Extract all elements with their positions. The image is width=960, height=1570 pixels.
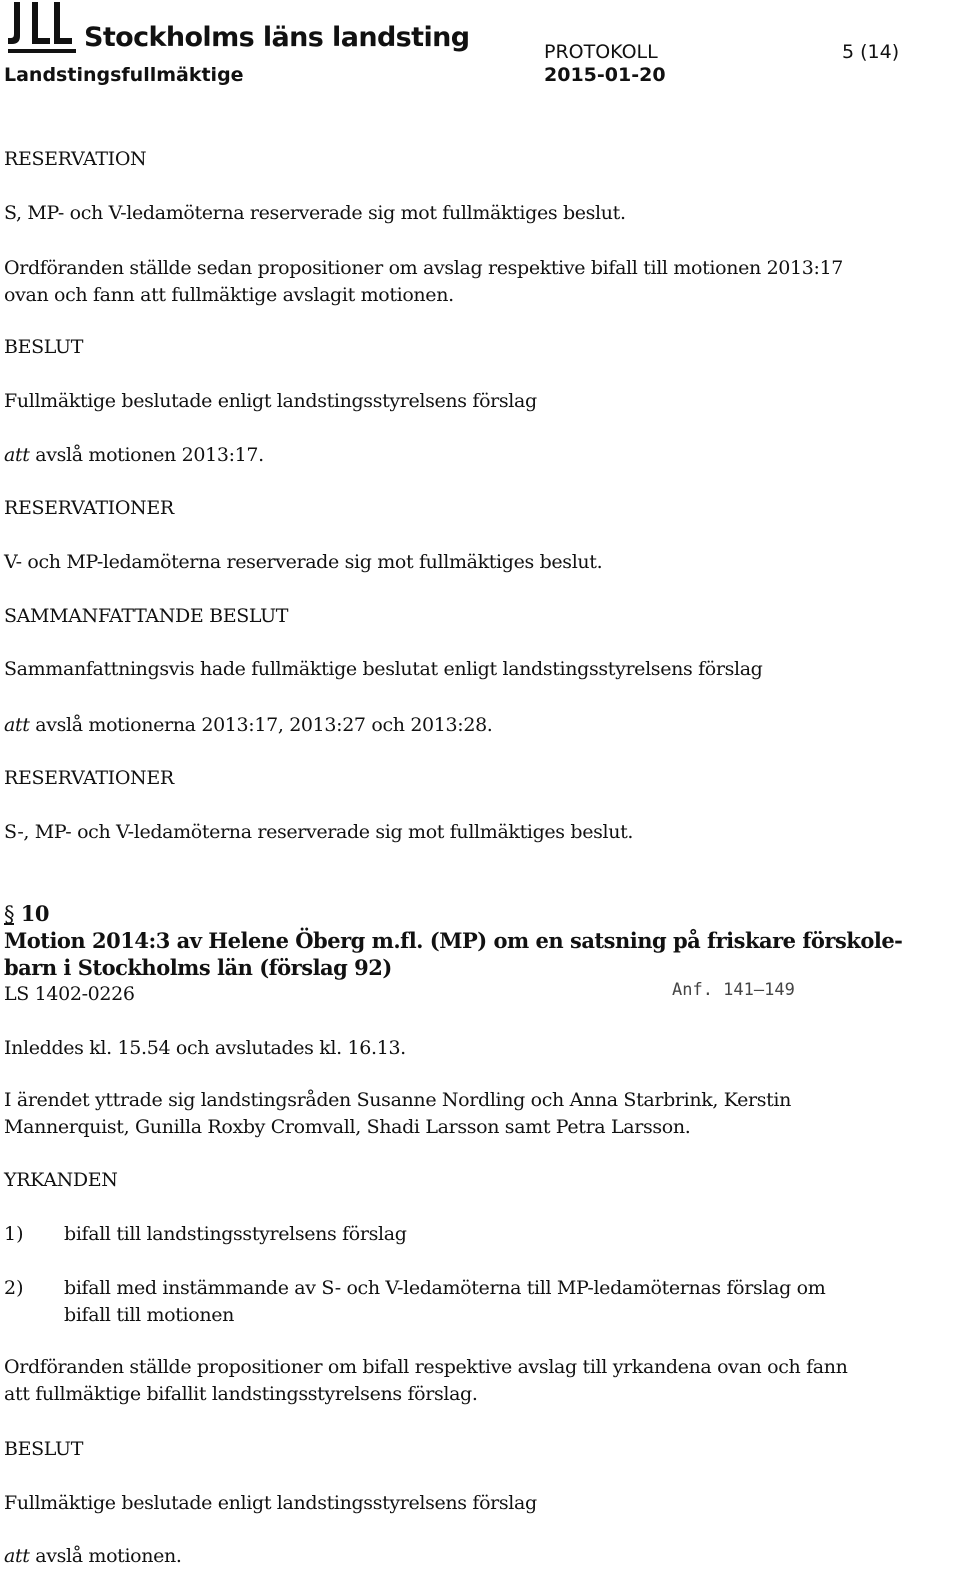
summary-heading: SAMMANFATTANDE BESLUT (4, 605, 289, 627)
motion-item-number: 1) (4, 1223, 24, 1245)
session-time: Inleddes kl. 15.54 och avslutades kl. 16.13. (4, 1037, 406, 1059)
organization-name: Stockholms läns landsting (84, 22, 470, 53)
document-type: PROTOKOLL (544, 41, 658, 63)
case-number: LS 1402-0226 (4, 983, 135, 1005)
document-date: 2015-01-20 (544, 64, 666, 86)
paragraph-sign: § (4, 902, 14, 926)
proposition-line-1: Ordföranden ställde propositioner om bifall respektive avslag till yrkandena ovan och fann (4, 1356, 848, 1378)
reservations-text: V- och MP-ledamöterna reserverade sig mot fullmäktiges beslut. (4, 551, 603, 573)
att-word: att (4, 1545, 30, 1567)
reservations-text: S-, MP- och V-ledamöterna reserverade sig mot fullmäktiges beslut. (4, 821, 634, 843)
section-title-line-1: Motion 2014:3 av Helene Öberg m.fl. (MP) om en satsning på friskare förskole- (4, 928, 903, 953)
att-word: att (4, 714, 30, 736)
speech-reference: Anf. 141–149 (672, 980, 795, 1000)
proposition-line-1: Ordföranden ställde sedan propositioner om avslag respektive bifall till motionen 2013:17 (4, 257, 844, 279)
proposition-line-2: att fullmäktige bifallit landstingsstyrelsens förslag. (4, 1383, 478, 1405)
summary-att-clause (4, 712, 954, 739)
att-word: att (4, 444, 30, 466)
decision-heading: BESLUT (4, 336, 84, 358)
motion-item-text-cont: bifall till motionen (64, 1304, 235, 1326)
summary-text: Sammanfattningsvis hade fullmäktige beslutat enligt landstingsstyrelsens förslag (4, 658, 763, 680)
sll-logo-icon (6, 2, 80, 54)
att-clause-text: avslå motionen 2013:17. (29, 444, 264, 466)
decision-text: Fullmäktige beslutade enligt landstingsstyrelsens förslag (4, 1492, 537, 1514)
document-header (0, 0, 960, 100)
motion-item-text: bifall med instämmande av S- och V-ledamöterna till MP-ledamöternas förslag om (64, 1277, 826, 1299)
decision-heading: BESLUT (4, 1438, 84, 1460)
assembly-name: Landstingsfullmäktige (4, 64, 244, 86)
decision-text: Fullmäktige beslutade enligt landstingsstyrelsens förslag (4, 390, 537, 412)
att-clause-text: avslå motionerna 2013:17, 2013:27 och 2013:28. (29, 714, 493, 736)
section-title-line-2: barn i Stockholms län (förslag 92) (4, 955, 392, 980)
reservations-heading: RESERVATIONER (4, 497, 174, 519)
decision-att-clause (4, 442, 954, 469)
decision-att-clause (4, 1543, 954, 1570)
page-number: 5 (14) (842, 41, 900, 63)
speakers-line-1: I ärendet yttrade sig landstingsråden Susanne Nordling och Anna Starbrink, Kerstin (4, 1089, 792, 1111)
motion-item-text: bifall till landstingsstyrelsens förslag (64, 1223, 407, 1245)
motions-heading: YRKANDEN (4, 1169, 118, 1191)
motion-item-number: 2) (4, 1277, 24, 1299)
section-number: § 10 (4, 901, 50, 926)
reservations-heading: RESERVATIONER (4, 767, 174, 789)
att-clause-text: avslå motionen. (29, 1545, 182, 1567)
reservation-heading: RESERVATION (4, 148, 147, 170)
speakers-line-2: Mannerquist, Gunilla Roxby Cromvall, Shadi Larsson samt Petra Larsson. (4, 1116, 691, 1138)
proposition-line-2: ovan och fann att fullmäktige avslagit motionen. (4, 284, 454, 306)
reservation-text: S, MP- och V-ledamöterna reserverade sig mot fullmäktiges beslut. (4, 202, 626, 224)
